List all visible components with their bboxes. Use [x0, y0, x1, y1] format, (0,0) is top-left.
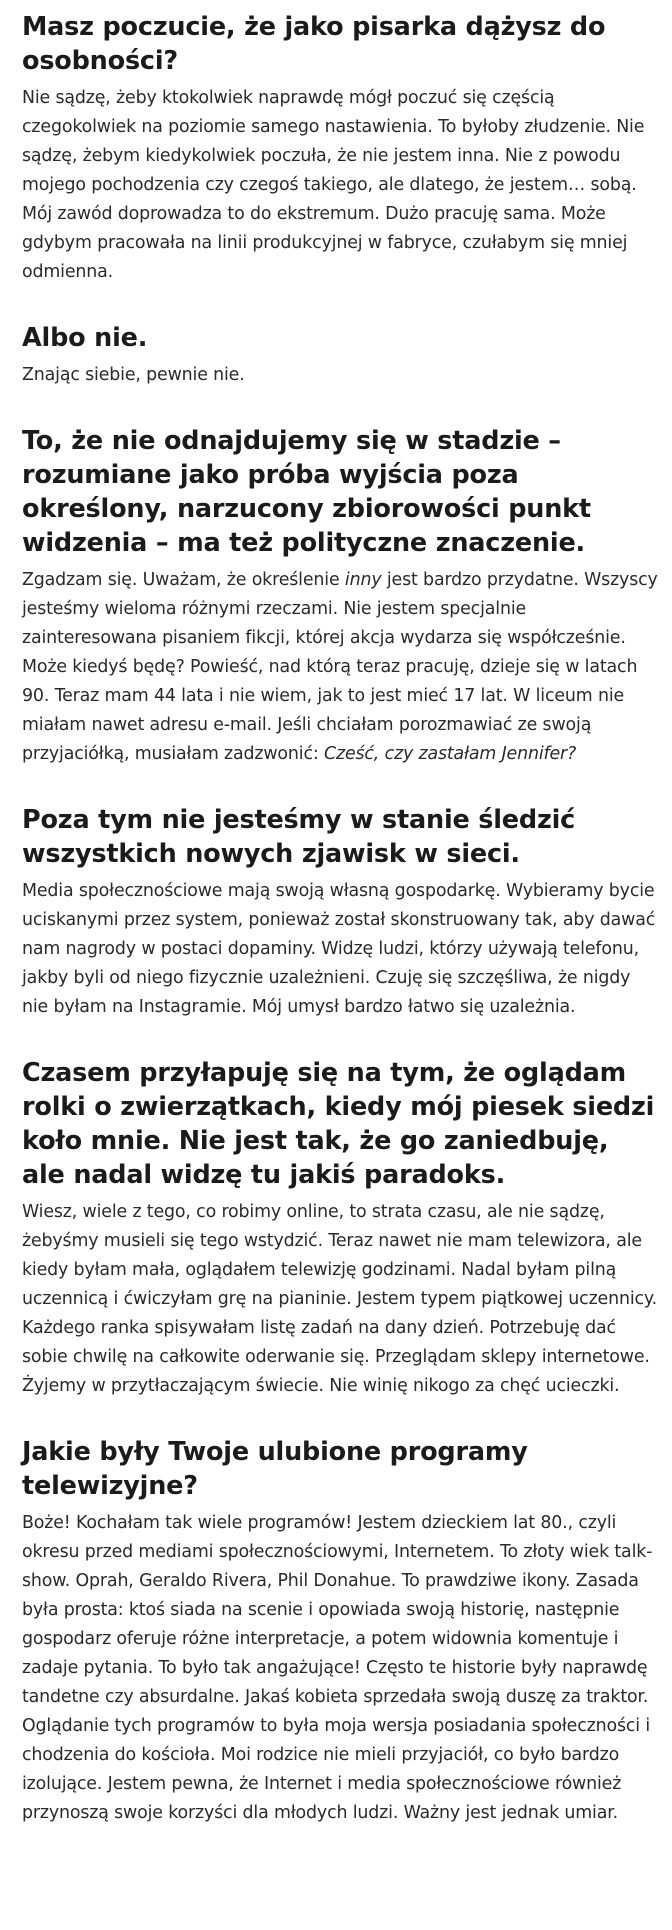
answer-emphasis: inny: [344, 570, 382, 590]
interview-question: Albo nie.: [22, 323, 148, 353]
qa-block: [22, 321, 658, 390]
answer-text: Media społecznościowe mają swoją własną gospodarkę. Wybieramy bycie uciskanymi przez system, ponieważ został skonstruowany tak, aby dawać nam nagrody w postaci dopaminy. Widzę ludzi, którzy używają telefonu, jakby byli od niego fizycznie uzależnieni. Czuję się szczęśliwa, że nigdy nie byłam na Instagramie. Mój umysł bardzo łatwo się uzależnia.: [22, 881, 656, 1017]
interview-question: Poza tym nie jesteśmy w stanie śledzić wszystkich nowych zjawisk w sieci.: [22, 805, 576, 869]
qa-block: [22, 803, 658, 1022]
qa-block: [22, 10, 658, 287]
interview-answer: [22, 361, 658, 390]
answer-text: Wiesz, wiele z tego, co robimy online, to strata czasu, ale nie sądzę, żebyśmy musieli się tego wstydzić. Teraz nawet nie mam telewizora, ale kiedy byłam mała, oglądałem telewizję godzinami. Nadal byłam pilną uczennicą i ćwiczyłam grę na pianinie. Jestem typem piątkowej uczennicy. Każdego ranka spisywałam listę zadań na dany dzień. Potrzebuję dać sobie chwilę na całkowite oderwanie się. Przeglądam sklepy internetowe. Żyjemy w przytłaczającym świecie. Nie winię nikogo za chęć ucieczki.: [22, 1202, 657, 1396]
interview-answer: [22, 1509, 658, 1828]
answer-text: Znając siebie, pewnie nie.: [22, 365, 245, 385]
interview-answer: [22, 877, 658, 1022]
interview-answer: [22, 1198, 658, 1401]
interview-answer: [22, 84, 658, 287]
answer-text: jest bardzo przydatne. Wszyscy jesteśmy wieloma różnymi rzeczami. Nie jestem specjalnie zainteresowana pisaniem fikcji, której akcja wydarza się współcześnie. Może kiedyś będę? Powieść, nad którą teraz pracuję, dzieje się w latach 90. Teraz mam 44 lata i nie wiem, jak to jest mieć 17 lat. W liceum nie miałam nawet adresu e-mail. Jeśli chciałam porozmawiać ze swoją przyjaciółką, musiałam zadzwonić:: [22, 570, 658, 764]
interview-answer: [22, 566, 658, 769]
answer-text: Nie sądzę, żeby ktokolwiek naprawdę mógł poczuć się częścią czegokolwiek na poziomie samego nastawienia. To byłoby złudzenie. Nie sądzę, żebym kiedykolwiek poczuła, że nie jestem inna. Nie z powodu mojego pochodzenia czy czegoś takiego, ale dlatego, że jestem… sobą. Mój zawód doprowadza to do ekstremum. Dużo pracuję sama. Może gdybym pracowała na linii produkcyjnej w fabryce, czułabym się mniej odmienna.: [22, 88, 645, 282]
answer-emphasis: Cześć, czy zastałam Jennifer?: [323, 744, 577, 764]
interview-question: Masz poczucie, że jako pisarka dążysz do osobności?: [22, 12, 606, 76]
interview-question: Czasem przyłapuję się na tym, że oglądam rolki o zwierzątkach, kiedy mój piesek siedzi koło mnie. Nie jest tak, że go zaniedbuję, ale nadal widzę tu jakiś paradoks.: [22, 1058, 655, 1190]
qa-block: [22, 424, 658, 769]
answer-text: Boże! Kochałam tak wiele programów! Jestem dzieckiem lat 80., czyli okresu przed mediami społecznościowymi, Internetem. To złoty wiek talk-show. Oprah, Geraldo Rivera, Phil Donahue. To prawdziwe ikony. Zasada była prosta: ktoś siada na scenie i opowiada swoją historię, następnie gospodarz oferuje różne interpretacje, a potem widownia komentuje i zadaje pytania. To było tak angażujące! Często te historie były naprawdę tandetne czy absurdalne. Jakaś kobieta sprzedała swoją duszę za traktor. Oglądanie tych programów to była moja wersja posiadania społeczności i chodzenia do kościoła. Moi rodzice nie mieli przyjaciół, co było bardzo izolujące. Jestem pewna, że Internet i media społecznościowe również przynoszą swoje korzyści dla młodych ludzi. Ważny jest jednak umiar.: [22, 1513, 653, 1823]
interview-question: Jakie były Twoje ulubione programy telewizyjne?: [22, 1437, 528, 1501]
qa-block: [22, 1056, 658, 1401]
answer-text: Zgadzam się. Uważam, że określenie: [22, 570, 345, 590]
qa-block: [22, 1435, 658, 1828]
interview-question: To, że nie odnajdujemy się w stadzie – rozumiane jako próba wyjścia poza określony, narzucony zbiorowości punkt widzenia – ma też polityczne znaczenie.: [22, 426, 591, 558]
